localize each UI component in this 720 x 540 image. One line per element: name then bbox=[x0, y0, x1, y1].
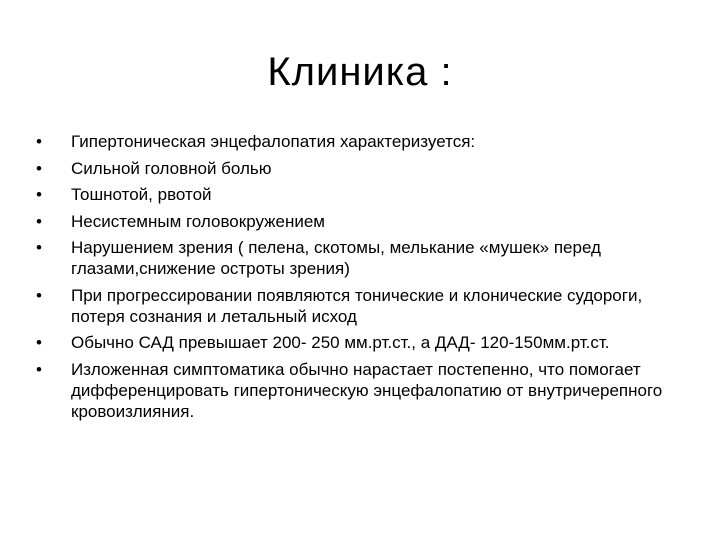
bullet-text: Обычно САД превышает 200- 250 мм.рт.ст., а ДАД- 120-150мм.рт.ст. bbox=[71, 333, 610, 352]
bullet-dot-icon: • bbox=[36, 158, 42, 178]
bullet-item bbox=[36, 211, 676, 232]
bullet-item bbox=[36, 285, 676, 327]
bullet-text: Нарушением зрения ( пелена, скотомы, мелькание «мушек» перед глазами,снижение остроты зрения) bbox=[71, 238, 601, 278]
bullet-text: Сильной головной болью bbox=[71, 158, 272, 178]
bullet-dot-icon: • bbox=[36, 211, 42, 231]
bullet-item bbox=[36, 332, 676, 353]
bullet-list bbox=[36, 131, 676, 427]
bullet-dot-icon: • bbox=[36, 333, 42, 352]
bullet-text: При прогрессировании появляются тонические и клонические судороги, потеря сознания и летальный исход bbox=[71, 285, 643, 326]
bullet-text: Изложенная симптоматика обычно нарастает постепенно, что помогает дифференцировать гипертоническую энцефалопатию от внутричерепного кровоизлияния. bbox=[71, 359, 663, 421]
bullet-text: Несистемным головокружением bbox=[71, 211, 325, 231]
bullet-item bbox=[36, 359, 676, 422]
bullet-item bbox=[36, 184, 676, 205]
bullet-text: Гипертоническая энцефалопатия характеризуется: bbox=[71, 132, 476, 151]
bullet-text: Тошнотой, рвотой bbox=[71, 185, 212, 204]
bullet-dot-icon: • bbox=[36, 285, 42, 305]
bullet-dot-icon: • bbox=[36, 132, 42, 151]
slide-title: Клиника : bbox=[267, 50, 453, 94]
bullet-item bbox=[36, 237, 676, 279]
bullet-dot-icon: • bbox=[36, 185, 42, 204]
bullet-item bbox=[36, 131, 676, 152]
bullet-item bbox=[36, 158, 676, 179]
bullet-dot-icon: • bbox=[36, 359, 42, 379]
bullet-dot-icon: • bbox=[36, 238, 42, 257]
